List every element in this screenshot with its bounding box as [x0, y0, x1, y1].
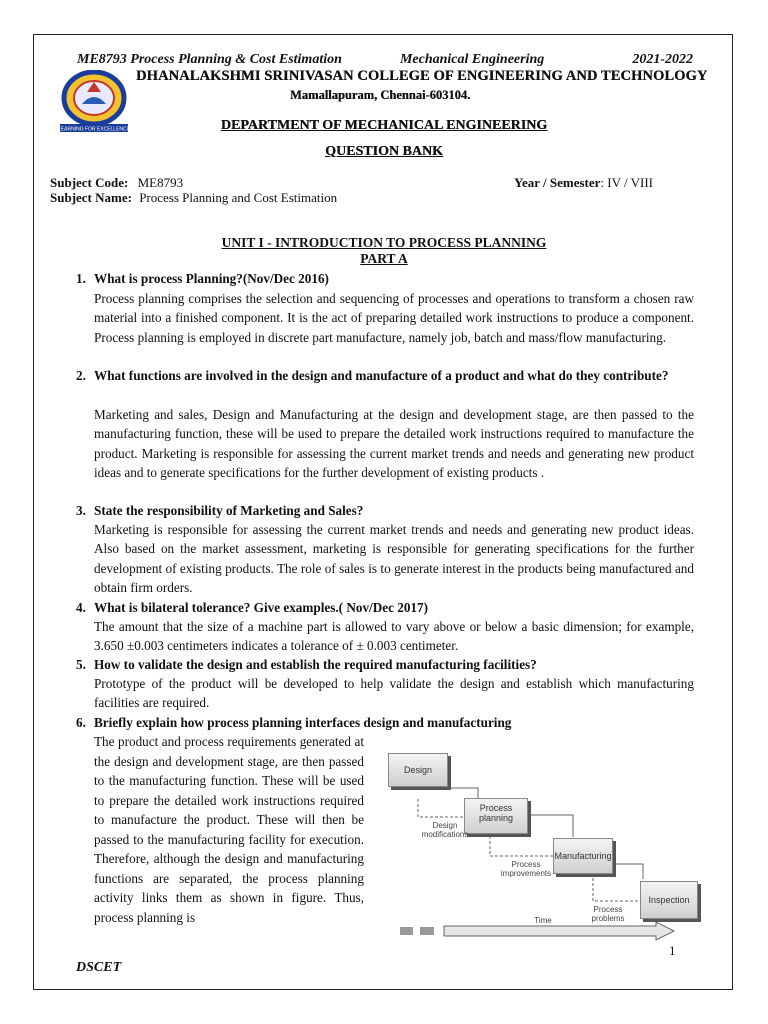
answer-1: Process planning comprises the selection and sequencing of processes and operations to transform a chosen raw material into a finished component. It is the act of preparing detailed work instructions to produce a component. Process planning is employed in discrete part manufacture, namely job, batch and mass/flow manufacturing.	[94, 291, 694, 345]
question-1	[76, 269, 696, 288]
question-text: What is process Planning?(Nov/Dec 2016)	[94, 271, 329, 286]
department-short: Mechanical Engineering	[399, 52, 545, 67]
question-text: State the responsibility of Marketing and Sales?	[94, 503, 364, 518]
department-heading: DEPARTMENT OF MECHANICAL ENGINEERING	[220, 118, 548, 133]
question-number: 2.	[76, 368, 86, 383]
question-3	[76, 501, 696, 520]
year-semester	[514, 175, 653, 191]
time-label: Time	[534, 916, 552, 925]
question-text: How to validate the design and establish the required manufacturing facilities?	[94, 657, 537, 672]
footer-label: DSCET	[76, 960, 122, 975]
answer-5: Prototype of the product will be developed to help validate the design and establish which manufacturing facilities are required.	[94, 676, 694, 711]
subject-name-label: Subject Name:	[50, 190, 132, 205]
course-title: ME8793 Process Planning & Cost Estimation	[77, 52, 342, 67]
process-problems-label: Process problems	[591, 905, 625, 923]
page-number: 1	[669, 943, 676, 958]
process-planning-diagram	[378, 733, 690, 945]
question-text: What functions are involved in the design and manufacture of a product and what do they contribute?	[94, 368, 669, 383]
question-5	[76, 655, 696, 674]
college-name: DHANALAKSHMI SRINIVASAN COLLEGE OF ENGINEERING AND TECHNOLOGY	[136, 68, 708, 84]
process-improvements-label: Process improvements	[500, 860, 552, 878]
manufacturing-box: Manufacturing	[553, 838, 613, 874]
subject-name: Process Planning and Cost Estimation	[139, 190, 338, 205]
logo-motto: LEARNING FOR EXCELLENCE	[58, 126, 130, 133]
subject-code: ME8793	[137, 175, 184, 190]
answer-4: The amount that the size of a machine part is allowed to vary above or below a basic dimension; for example, 3.650 ±0.003 centimeters indicates a tolerance of ± 0.003 centimeter.	[94, 619, 694, 654]
answer-2: Marketing and sales, Design and Manufacturing at the design and development stage, are then passed to the manufacturing function, these will be used to prepare the detailed work instructions required to manufacture the product. Marketing is responsible for assessing the current market trends and needs and generating new product ideas and to generate specifications for the further development of existing products .	[94, 407, 694, 480]
question-number: 5.	[76, 657, 86, 672]
academic-year: 2021-2022	[632, 52, 693, 67]
part-heading: PART A	[360, 251, 408, 266]
question-2	[76, 366, 696, 385]
subject-name-line	[50, 190, 337, 206]
question-number: 4.	[76, 600, 86, 615]
question-text: What is bilateral tolerance? Give examples.( Nov/Dec 2017)	[94, 600, 429, 615]
question-number: 1.	[76, 271, 86, 286]
running-header	[77, 52, 693, 68]
subject-code-label: Subject Code:	[50, 175, 129, 190]
college-address: Mamallapuram, Chennai-603104.	[290, 88, 471, 102]
question-4	[76, 598, 696, 617]
answer-6: The product and process requirements generated at the design and development stage, are then passed to the manufacturing function. These will be used to prepare the detailed work instructions required to manufacture the product. These will then be passed to the manufacturing facility for execution. Therefore, although the design and manufacturing functions are separated, the process planning activity links them as shown in figure. Thus, process planning is	[94, 734, 364, 925]
question-number: 3.	[76, 503, 86, 518]
unit-heading: UNIT I - INTRODUCTION TO PROCESS PLANNING	[221, 235, 547, 250]
year-semester-value: : IV / VIII	[600, 175, 654, 190]
inspection-label: Inspection	[640, 881, 698, 919]
document-title: QUESTION BANK	[325, 144, 443, 159]
question-6	[76, 713, 696, 732]
design-box: Design	[388, 753, 448, 787]
process-planning-box: Process planning	[464, 798, 528, 834]
subject-code-line	[50, 175, 183, 191]
answer-3: Marketing is responsible for assessing the current market trends and needs and generating new product ideas. Also based on the market assessment, marketing is responsible for generating specifications for the further development of existing products. The role of sales is to generate interest in the products being manufactured and obtain firm orders.	[94, 522, 694, 595]
design-modifications-label: Design modifications	[421, 821, 469, 839]
question-number: 6.	[76, 715, 86, 730]
question-text: Briefly explain how process planning interfaces design and manufacturing	[94, 715, 512, 730]
year-semester-label: Year / Semester	[514, 175, 601, 190]
